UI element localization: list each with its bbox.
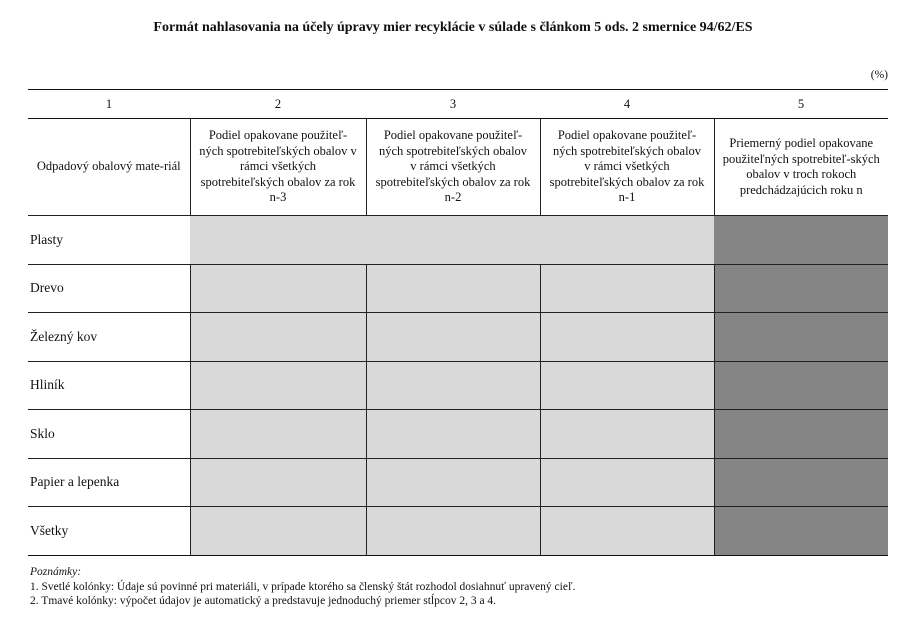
- input-cell[interactable]: [190, 507, 366, 556]
- input-cell[interactable]: [540, 264, 714, 313]
- row-label: Papier a lepenka: [28, 458, 190, 507]
- input-cell[interactable]: [366, 361, 540, 410]
- input-cell[interactable]: [366, 410, 540, 459]
- input-cell[interactable]: [540, 410, 714, 459]
- computed-cell: [714, 313, 888, 362]
- computed-cell: [714, 216, 888, 265]
- column-header-n3: Podiel opakovane použiteľ-ných spotrebiteľských obalov v rámci všetkých spotrebiteľských obalov za rok n-3: [190, 119, 366, 216]
- column-number-row: [28, 90, 888, 119]
- table-row: [28, 458, 888, 507]
- input-cell[interactable]: [540, 216, 714, 265]
- row-label: Železný kov: [28, 313, 190, 362]
- row-label: Hliník: [28, 361, 190, 410]
- note-item: 1. Svetlé kolónky: Údaje sú povinné pri materiáli, v prípade ktorého sa členský štát rozhodol dosiahnuť upravený cieľ.: [30, 580, 576, 593]
- column-number: 2: [190, 90, 366, 119]
- input-cell[interactable]: [366, 313, 540, 362]
- input-cell[interactable]: [190, 313, 366, 362]
- table-row: [28, 216, 888, 265]
- column-number: 4: [540, 90, 714, 119]
- table-row: [28, 410, 888, 459]
- input-cell[interactable]: [190, 410, 366, 459]
- row-label: Drevo: [28, 264, 190, 313]
- input-cell[interactable]: [190, 264, 366, 313]
- column-header-material: Odpadový obalový mate-riál: [28, 119, 190, 216]
- row-label: Všetky: [28, 507, 190, 556]
- computed-cell: [714, 410, 888, 459]
- table-row: [28, 361, 888, 410]
- column-header-n1: Podiel opakovane použiteľ-ných spotrebiteľských obalov v rámci všetkých spotrebiteľských obalov za rok n-1: [540, 119, 714, 216]
- notes: [30, 565, 575, 609]
- row-label: Plasty: [28, 216, 190, 265]
- input-cell[interactable]: [540, 507, 714, 556]
- input-cell[interactable]: [366, 216, 540, 265]
- unit-label: (%): [870, 69, 888, 81]
- input-cell[interactable]: [540, 313, 714, 362]
- input-cell[interactable]: [366, 458, 540, 507]
- note-item: 2. Tmavé kolónky: výpočet údajov je automatický a predstavuje jednoduchý priemer stĺpcov 2, 3 a 4.: [30, 595, 497, 607]
- column-header-n2: Podiel opakovane použiteľ-ných spotrebiteľských obalov v rámci všetkých spotrebiteľských obalov za rok n-2: [366, 119, 540, 216]
- reporting-table: [28, 89, 888, 556]
- table-row: [28, 313, 888, 362]
- table-row: [28, 507, 888, 556]
- column-number: 1: [28, 90, 190, 119]
- computed-cell: [714, 361, 888, 410]
- row-label: Sklo: [28, 410, 190, 459]
- column-header-row: [28, 119, 888, 216]
- column-number: 3: [366, 90, 540, 119]
- input-cell[interactable]: [190, 458, 366, 507]
- column-header-average: Priemerný podiel opakovane použiteľných spotrebiteľ-ských obalov v troch rokoch predchádzajúcich roku n: [714, 119, 888, 216]
- computed-cell: [714, 458, 888, 507]
- page-title: Formát nahlasovania na účely úpravy mier recyklácie v súlade s článkom 5 ods. 2 smernice 94/62/ES: [153, 20, 753, 35]
- notes-heading: Poznámky:: [30, 566, 82, 578]
- input-cell[interactable]: [366, 264, 540, 313]
- computed-cell: [714, 264, 888, 313]
- input-cell[interactable]: [540, 458, 714, 507]
- computed-cell: [714, 507, 888, 556]
- input-cell[interactable]: [366, 507, 540, 556]
- input-cell[interactable]: [190, 216, 366, 265]
- column-number: 5: [714, 90, 888, 119]
- input-cell[interactable]: [190, 361, 366, 410]
- table-row: [28, 264, 888, 313]
- input-cell[interactable]: [540, 361, 714, 410]
